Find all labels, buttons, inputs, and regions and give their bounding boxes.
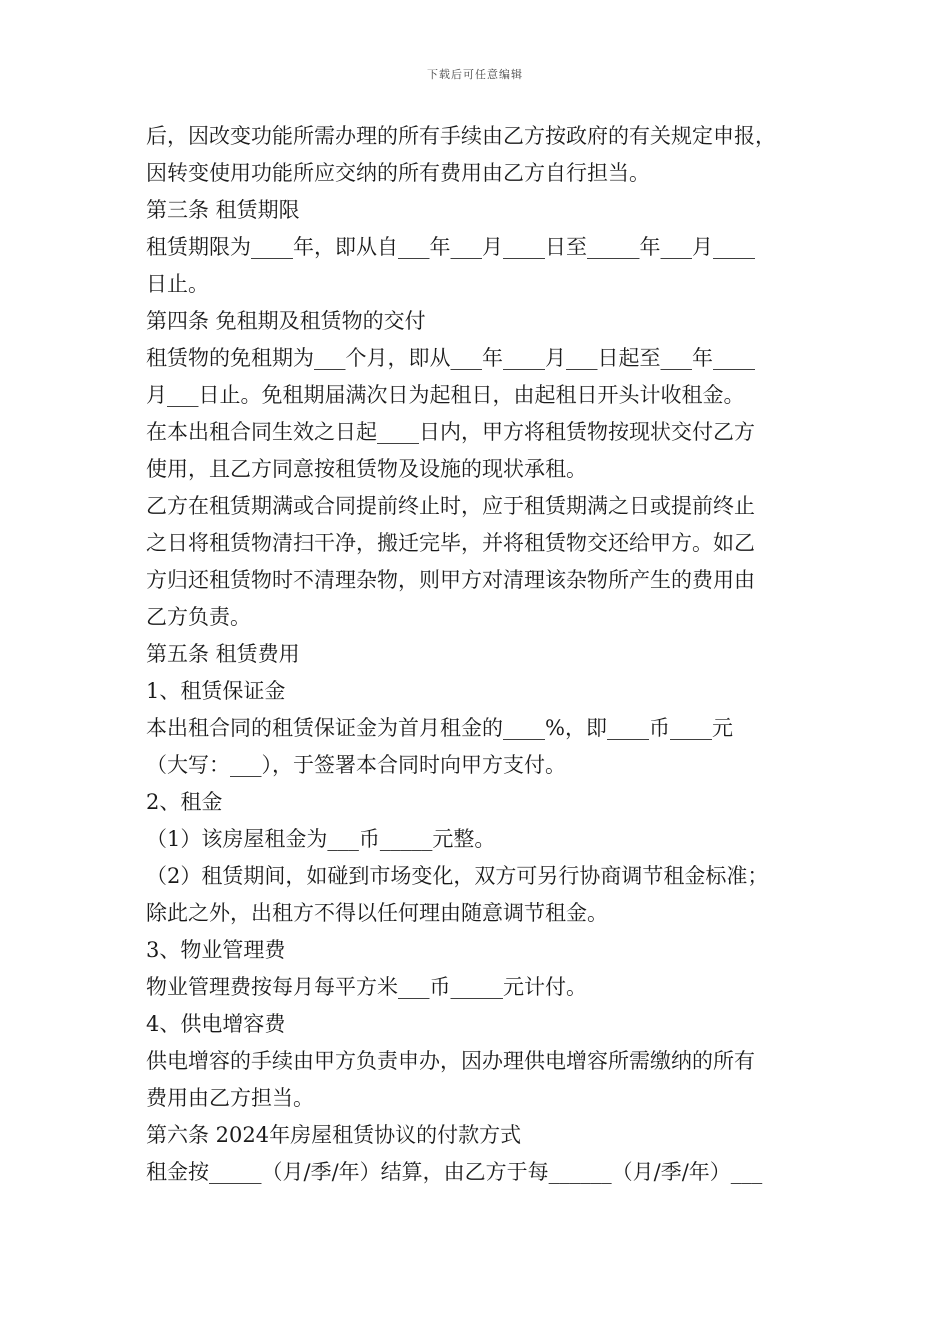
body-line: 乙方负责。 [146,605,251,629]
document-body [146,118,810,1191]
body-line: 月___日止。免租期届满次日为起租日，由起租日开头计收租金。 [146,383,745,407]
body-line: 日止。 [146,272,209,296]
body-line: 租金按_____（月/季/年）结算，由乙方于每______（月/季/年）___ [146,1160,763,1184]
subsection-heading: 1、租赁保证金 [146,679,286,703]
body-line: 因转变使用功能所应交纳的所有费用由乙方自行担当。 [146,161,650,185]
body-line: 本出租合同的租赁保证金为首月租金的____%，即____币____元 [146,716,733,740]
body-line: 在本出租合同生效之日起____日内，甲方将租赁物按现状交付乙方 [146,420,755,444]
subsection-heading: 4、供电增容费 [146,1012,286,1036]
body-line: （1）该房屋租金为___币_____元整。 [146,827,496,851]
section-heading: 第六条 2024年房屋租赁协议的付款方式 [146,1123,522,1147]
body-line: （大写：___），于签署本合同时向甲方支付。 [146,753,566,777]
section-heading: 第三条 租赁期限 [146,198,300,222]
body-line: 供电增容的手续由甲方负责申办，因办理供电增容所需缴纳的所有 [146,1049,755,1073]
subsection-heading: 2、租金 [146,790,223,814]
body-line: 费用由乙方担当。 [146,1086,314,1110]
body-line: 除此之外，出租方不得以任何理由随意调节租金。 [146,901,608,925]
body-line: 乙方在租赁期满或合同提前终止时，应于租赁期满之日或提前终止 [146,494,755,518]
body-line: 方归还租赁物时不清理杂物，则甲方对清理该杂物所产生的费用由 [146,568,755,592]
body-line: （2）租赁期间，如碰到市场变化，双方可另行协商调节租金标准； [146,864,769,888]
body-line: 租赁期限为____年，即从自___年___月____日至_____年___月____ [146,235,755,259]
body-line: 后，因改变功能所需办理的所有手续由乙方按政府的有关规定申报， [146,124,776,148]
section-heading: 第五条 租赁费用 [146,642,300,666]
body-line: 物业管理费按每月每平方米___币_____元计付。 [146,975,587,999]
page-header-note: 下载后可任意编辑 [427,68,523,81]
body-line: 租赁物的免租期为___个月，即从___年____月___日起至___年____ [146,346,755,370]
body-line: 之日将租赁物清扫干净，搬迁完毕，并将租赁物交还给甲方。如乙 [146,531,755,555]
body-line: 使用，且乙方同意按租赁物及设施的现状承租。 [146,457,587,481]
subsection-heading: 3、物业管理费 [146,938,286,962]
section-heading: 第四条 免租期及租赁物的交付 [146,309,426,333]
